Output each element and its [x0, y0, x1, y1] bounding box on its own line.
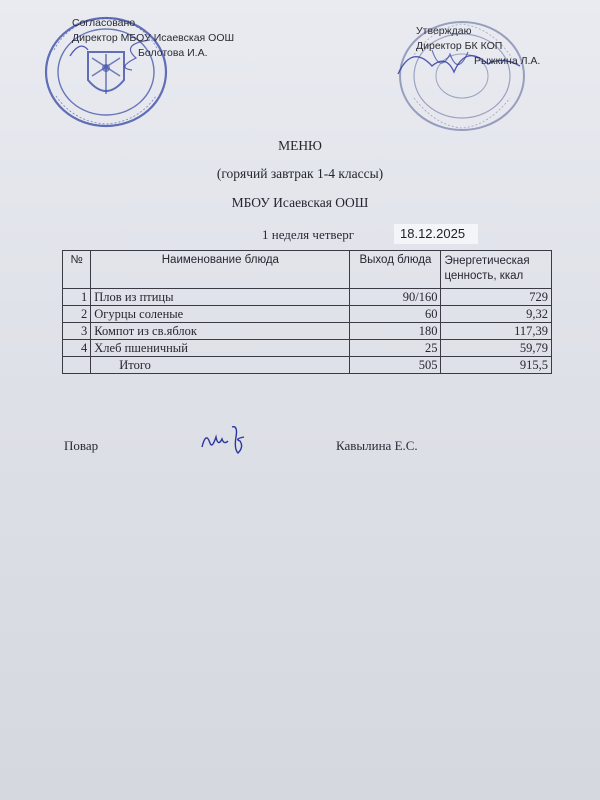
table-row: [63, 323, 552, 340]
cook-label: Повар: [64, 438, 99, 453]
header-energy: [441, 251, 552, 289]
row-energy: 59,79: [441, 340, 552, 357]
total-output: 505: [350, 357, 441, 374]
table-total-row: [63, 357, 552, 374]
cook-name: Кавылина Е.С.: [336, 438, 418, 453]
approval-right-name: Рыжкина Л.А.: [474, 55, 541, 67]
row-dish-name: Плов из птицы: [91, 289, 350, 306]
row-dish-name: Огурцы соленые: [91, 306, 350, 323]
row-energy: 9,32: [441, 306, 552, 323]
total-label: Итого: [91, 357, 350, 374]
menu-date: 18.12.2025: [394, 224, 478, 244]
header-dish-name: Наименование блюда: [91, 251, 350, 289]
header-output: Выход блюда: [350, 251, 441, 289]
row-output: 180: [350, 323, 441, 340]
row-number: 1: [63, 289, 91, 306]
row-output: 90/160: [350, 289, 441, 306]
document-title: МЕНЮ: [278, 138, 322, 153]
table-row: [63, 306, 552, 323]
cook-signature: [198, 423, 250, 457]
approval-block-left: [72, 16, 234, 61]
approval-right-label: Утверждаю: [416, 25, 472, 37]
row-number: 3: [63, 323, 91, 340]
approval-left-name: Болотова И.А.: [138, 47, 208, 59]
row-output: 25: [350, 340, 441, 357]
approval-left-position: Директор МБОУ Исаевская ООШ: [72, 32, 235, 44]
approval-block-right: [416, 24, 540, 69]
header-energy-line1: Энергетическая: [444, 255, 530, 267]
approval-right-position: Директор БК КОП: [416, 40, 503, 52]
header-number: №: [63, 251, 91, 289]
table-header-row: [63, 251, 552, 289]
row-dish-name: Компот из св.яблок: [91, 323, 350, 340]
table-row: [63, 340, 552, 357]
row-energy: 729: [441, 289, 552, 306]
header-energy-line2: ценность, ккал: [444, 270, 524, 282]
week-day-label: 1 неделя четверг: [262, 227, 355, 242]
school-name: МБОУ Исаевская ООШ: [231, 195, 369, 210]
row-output: 60: [350, 306, 441, 323]
total-number-cell: [63, 357, 91, 374]
document-subtitle: (горячий завтрак 1-4 классы): [216, 166, 384, 181]
row-number: 4: [63, 340, 91, 357]
row-energy: 117,39: [441, 323, 552, 340]
approval-left-label: Согласовано: [72, 17, 136, 29]
row-dish-name: Хлеб пшеничный: [91, 340, 350, 357]
row-number: 2: [63, 306, 91, 323]
menu-table: [62, 250, 552, 374]
total-energy: 915,5: [441, 357, 552, 374]
table-row: [63, 289, 552, 306]
